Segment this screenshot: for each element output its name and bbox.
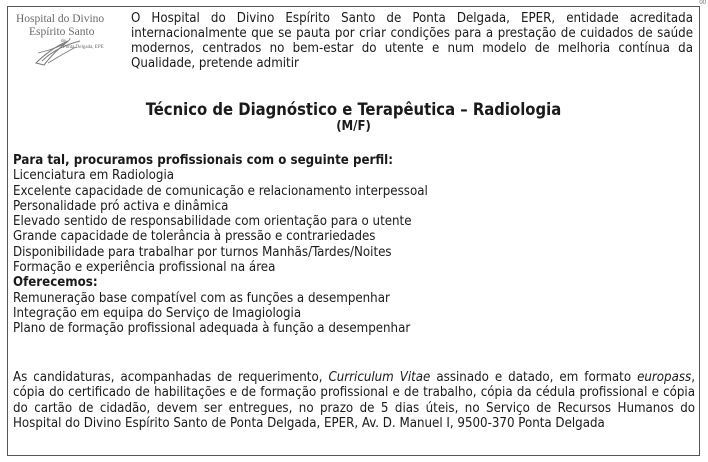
profile-item: Excelente capacidade de comunicação e relacionamento interpessoal: [13, 183, 428, 199]
offer-item: Plano de formação profissional adequada à função a desempenhar: [13, 321, 411, 337]
offer-item: Remuneração base compatível com as funções a desempenhar: [13, 290, 390, 306]
job-subtitle: (M/F): [336, 119, 371, 134]
job-title: Técnico de Diagnóstico e Terapêutica – Radiologia: [145, 100, 562, 119]
profile-item: Elevado sentido de responsabilidade com orientação para o utente: [13, 214, 412, 230]
profile-item: Licenciatura em Radiologia: [13, 168, 175, 184]
outro-text-2: assinado e datado, em formato: [430, 370, 638, 385]
requirements-section: [13, 153, 693, 337]
offer-heading: Oferecemos:: [13, 275, 98, 291]
application-instructions: [13, 370, 695, 432]
profile-item: Disponibilidade para trabalhar por turnos Manhãs/Tardes/Noites: [13, 244, 392, 260]
logo-line-3: de: [61, 39, 66, 44]
intro-paragraph: O Hospital do Divino Espírito Santo de Ponta Delgada, EPER, entidade acreditada internacionalmente que se pauta por criar condições para a prestação de cuidados de saúde modernos, centrados no bem-estar do utente e num modelo de melhoria contínua da Qualidade, pretende admitir: [131, 11, 693, 71]
profile-item: Personalidade pró activa e dinâmica: [13, 198, 229, 214]
logo-line-4: Ponta Delgada, EPE: [63, 45, 104, 50]
logo-line-2: Espírito Santo: [29, 26, 95, 38]
profile-item: Formação e experiência profissional na área: [13, 260, 276, 276]
profile-item: Grande capacidade de tolerância à pressão e contrariedades: [13, 229, 376, 245]
offer-item: Integração em equipa do Serviço de Imagiologia: [13, 305, 302, 321]
europass-term: europass: [637, 370, 692, 385]
logo-line-1: Hospital do Divino: [16, 13, 105, 25]
outro-text-3: , cópia do certificado de habilitações e de formação profissional e de trabalho, cópia da cédula profissional e cópia do cartão de cidadão, devem ser entregues, no prazo de 5 dias úteis, no Serviço de Recursos Humanos do Hospital do Divino Espírito Santo de Ponta Delgada, EPER, Av. D. Manuel I, 9500-370 Ponta Delgada: [13, 370, 695, 432]
hospital-logo: [14, 11, 122, 71]
outro-text-1: As candidaturas, acompanhadas de requerimento,: [13, 370, 329, 385]
profile-heading: Para tal, procuramos profissionais com o seguinte perfil:: [13, 153, 393, 168]
corner-mark: 00: [699, 0, 706, 6]
curriculum-vitae-term: Curriculum Vitae: [328, 370, 431, 385]
